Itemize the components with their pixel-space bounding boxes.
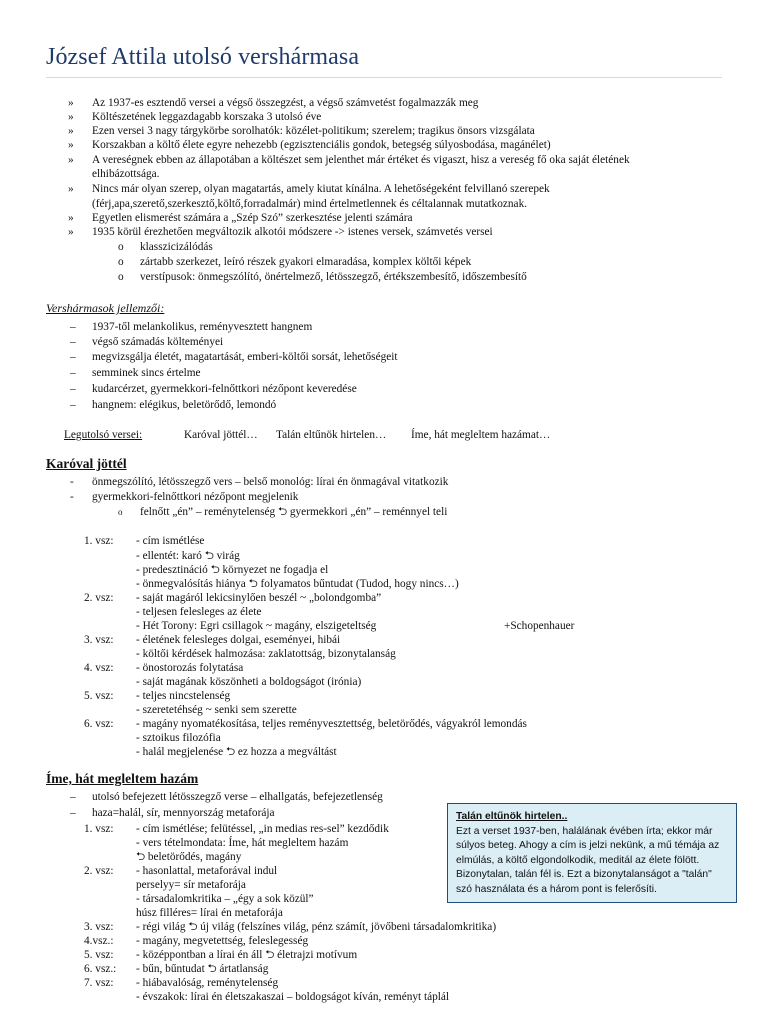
verse-note: - vers tételmondata: Íme, hát megleltem hazám [136, 837, 349, 849]
bullet-text: 1935 körül érezhetően megváltozik alkotói módszere -> istenes versek, számvetés versei [92, 226, 493, 238]
sidebar-note-box [447, 803, 737, 903]
sidebar-note-line: súlyos beteg. Ahogy a cím is jelzi nekünk, a mű témája az [456, 840, 720, 851]
list-item: végső számadás költeményei [92, 336, 224, 348]
dash-marker: – [70, 351, 76, 363]
dash-marker: – [70, 367, 76, 379]
verse-note: - hiábavalóság, reménytelenség [136, 977, 279, 989]
verse-note: - társadalomkritika – „égy a sok közül” [136, 893, 314, 905]
verse-note: - bűn, bűntudat ⮌ ártatlanság [136, 963, 269, 975]
verse-number: 3. vsz: [84, 921, 114, 933]
sub-bullet-marker: o [118, 507, 123, 517]
sub-bullet-text: verstípusok: önmegszólító, önértelmező, létösszegző, értékszembesítő, időszembesítő [140, 271, 527, 283]
verse-note: - teljesen felesleges az élete [136, 606, 262, 618]
sub-bullet-marker: o [118, 256, 124, 268]
verse-note: - szeretetéhség ~ senki sem szerette [136, 704, 297, 716]
list-item: utolsó befejezett létösszegző verse – elhallgatás, befejezetlenség [92, 791, 383, 803]
dash-marker: – [70, 321, 76, 333]
dash-marker: – [70, 336, 76, 348]
bullet-marker: » [68, 183, 74, 195]
verse-note: - saját magáról lekicsinylően beszél ~ „bolondgomba” [136, 592, 382, 604]
list-item: megvizsgálja életét, magatartását, emberi-költői sorsát, lehetőségeit [92, 351, 398, 363]
sidebar-note-title: Talán eltűnök hirtelen.. [456, 811, 568, 822]
sidebar-note-line: Ezt a verset 1937-ben, halálának évében írta; ekkor már [456, 825, 713, 837]
verse-number: 1. vsz: [84, 535, 114, 547]
title-divider [46, 77, 722, 78]
verse-number: 2. vsz: [84, 865, 114, 877]
verse-note: - ellentét: karó ⮌ virág [136, 550, 240, 562]
list-item: hangnem: elégikus, beletörődő, lemondó [92, 399, 277, 411]
dash-marker: – [70, 399, 76, 411]
sidebar-note-line: elmúlás, a költő elgondolkodik, meditál az élete fölött. [456, 854, 700, 866]
bullet-marker: » [68, 154, 74, 166]
verse-note: - hasonlattal, metaforával indul [136, 865, 278, 877]
verse-number: 6. vsz.: [84, 963, 117, 975]
verse-number: 5. vsz: [84, 949, 114, 961]
hyphen-marker: - [70, 491, 74, 503]
sub-bullet-text: klasszicizálódás [140, 241, 213, 253]
section-heading-karoval: Karóval jöttél [46, 456, 127, 471]
dash-marker: – [70, 383, 76, 395]
verse-note: - teljes nincstelenség [136, 690, 231, 702]
bullet-text: Korszakban a költő élete egyre nehezebb (egzisztenciális gondok, betegség súlyosbodása, magánélet) [92, 139, 551, 151]
sub-bullet-marker: o [118, 241, 124, 253]
section-heading-versharmasok: Vershármasok jellemzői: [46, 301, 165, 315]
verse-number: 2. vsz: [84, 592, 114, 604]
bullet-marker: » [68, 212, 74, 224]
verse-number: 6. vsz: [84, 718, 114, 730]
sub-bullet-text: felnőtt „én” – reménytelenség ⮌ gyermekkori „én” – reménnyel teli [140, 506, 448, 518]
verse-note: - cím ismétlése; felütéssel, „in medias res-sel” kezdődik [136, 823, 389, 835]
verse-note: - magány, megvetettség, feleslegesség [136, 935, 309, 947]
dash-marker: – [70, 791, 76, 803]
verse-note: - predesztináció ⮌ környezet ne fogadja el [136, 564, 329, 576]
page-title: József Attila utolsó vershármasa [46, 44, 360, 70]
schopenhauer-note: +Schopenhauer [504, 620, 575, 632]
list-item: haza=halál, sír, mennyország metaforája [92, 807, 275, 819]
verse-note: - régi világ ⮌ új világ (felszínes világ, pénz számít, jövőbeni társadalomkritika) [136, 921, 497, 933]
last-poems-label: Legutolsó versei: [64, 429, 143, 441]
verse-note: ⮌ beletörődés, magány [136, 851, 242, 863]
last-poem-title: Talán eltűnök hirtelen… [276, 429, 387, 441]
dash-marker: – [70, 807, 76, 819]
list-item: 1937-től melankolikus, reményvesztett hangnem [92, 321, 313, 333]
bullet-text-continuation: elhibázottsága. [92, 168, 160, 180]
sidebar-note-line: Bizonytalan, talán fél is. Ezt a bizonytalanságot a "talán" [456, 869, 712, 880]
verse-number: 5. vsz: [84, 690, 114, 702]
bullet-text: A vereségnek ebben az állapotában a költészet sem jelenthet már értéket és vigaszt, hisz a vereség fő oka saját életének [92, 154, 630, 166]
hyphen-marker: - [70, 476, 74, 488]
bullet-marker: » [68, 226, 74, 238]
verse-number: 3. vsz: [84, 634, 114, 646]
bullet-text: Ezen versei 3 nagy tárgykörbe sorolhatók: közélet-politikum; szerelem; tragikus önsors vizsgálata [92, 125, 535, 137]
verse-note: - halál megjelenése ⮌ ez hozza a megváltást [136, 746, 337, 758]
verse-number: 4.vsz.: [84, 935, 114, 947]
section-heading-ime: Íme, hát megleltem hazám [46, 771, 199, 786]
bullet-text-continuation: (férj,apa,szerető,szerkesztő,költő,forradalmár) mind értelmetlennek és céltalannak mutatkoznak. [92, 198, 528, 210]
verse-note: - önmegvalósítás hiánya ⮌ folyamatos bűntudat (Tudod, hogy nincs…) [136, 578, 459, 590]
verse-note: - Hét Torony: Egri csillagok ~ magány, elszigeteltség [136, 620, 377, 632]
verse-number: 1. vsz: [84, 823, 114, 835]
bullet-text: Az 1937-es esztendő versei a végső összegzést, a végső számvetést fogalmazzák meg [92, 97, 479, 109]
verse-note: - költői kérdések halmozása: zaklatottság, bizonytalanság [136, 648, 396, 660]
list-item: önmegszólító, létösszegző vers – belső monológ: lírai én önmagával vitatkozik [92, 476, 449, 488]
verse-note: - sztoikus filozófia [136, 732, 221, 744]
sub-bullet-text: zártabb szerkezet, leíró részek gyakori elmaradása, komplex költői képek [140, 256, 472, 268]
bullet-marker: » [68, 97, 74, 109]
verse-note: - önostorozás folytatása [136, 662, 244, 674]
verse-note: perselyy= sír metaforája [136, 879, 246, 891]
verse-note: - cím ismétlése [136, 535, 205, 547]
sub-bullet-marker: o [118, 271, 124, 283]
verse-number: 7. vsz: [84, 977, 114, 989]
bullet-text: Költészetének leggazdagabb korszaka 3 utolsó éve [92, 111, 322, 123]
verse-note: - életének felesleges dolgai, eseményei, hibái [136, 634, 341, 646]
last-poem-title: Íme, hát megleltem hazámat… [411, 429, 551, 441]
verse-note: - középpontban a lírai én áll ⮌ életrajzi motívum [136, 949, 358, 961]
bullet-text: Nincs már olyan szerep, olyan magatartás, amely kiutat kínálna. A lehetőségeként felvillanó szerepek [92, 183, 550, 195]
verse-note: - évszakok: lírai én életszakaszai – boldogságot kíván, reményt táplál [136, 991, 450, 1003]
bullet-marker: » [68, 111, 74, 123]
list-item: semminek sincs értelme [92, 367, 201, 379]
sidebar-note-line: szó használata és a három pont is felerősíti. [456, 883, 657, 895]
last-poem-title: Karóval jöttél… [184, 429, 258, 441]
list-item: gyermekkori-felnőttkori nézőpont megjelenik [92, 491, 299, 503]
bullet-text: Egyetlen elismerést számára a „Szép Szó” szerkesztése jelenti számára [92, 212, 413, 224]
verse-note: - saját magának köszönheti a boldogságot (irónia) [136, 676, 362, 688]
verse-note: - magány nyomatékosítása, teljes reményvesztettség, beletörődés, vágyakról lemondás [136, 718, 527, 730]
list-item: kudarcérzet, gyermekkori-felnőttkori nézőpont keveredése [92, 383, 357, 395]
verse-note: húsz filléres= lírai én metaforája [136, 907, 283, 919]
bullet-marker: » [68, 125, 74, 137]
verse-number: 4. vsz: [84, 662, 114, 674]
bullet-marker: » [68, 139, 74, 151]
